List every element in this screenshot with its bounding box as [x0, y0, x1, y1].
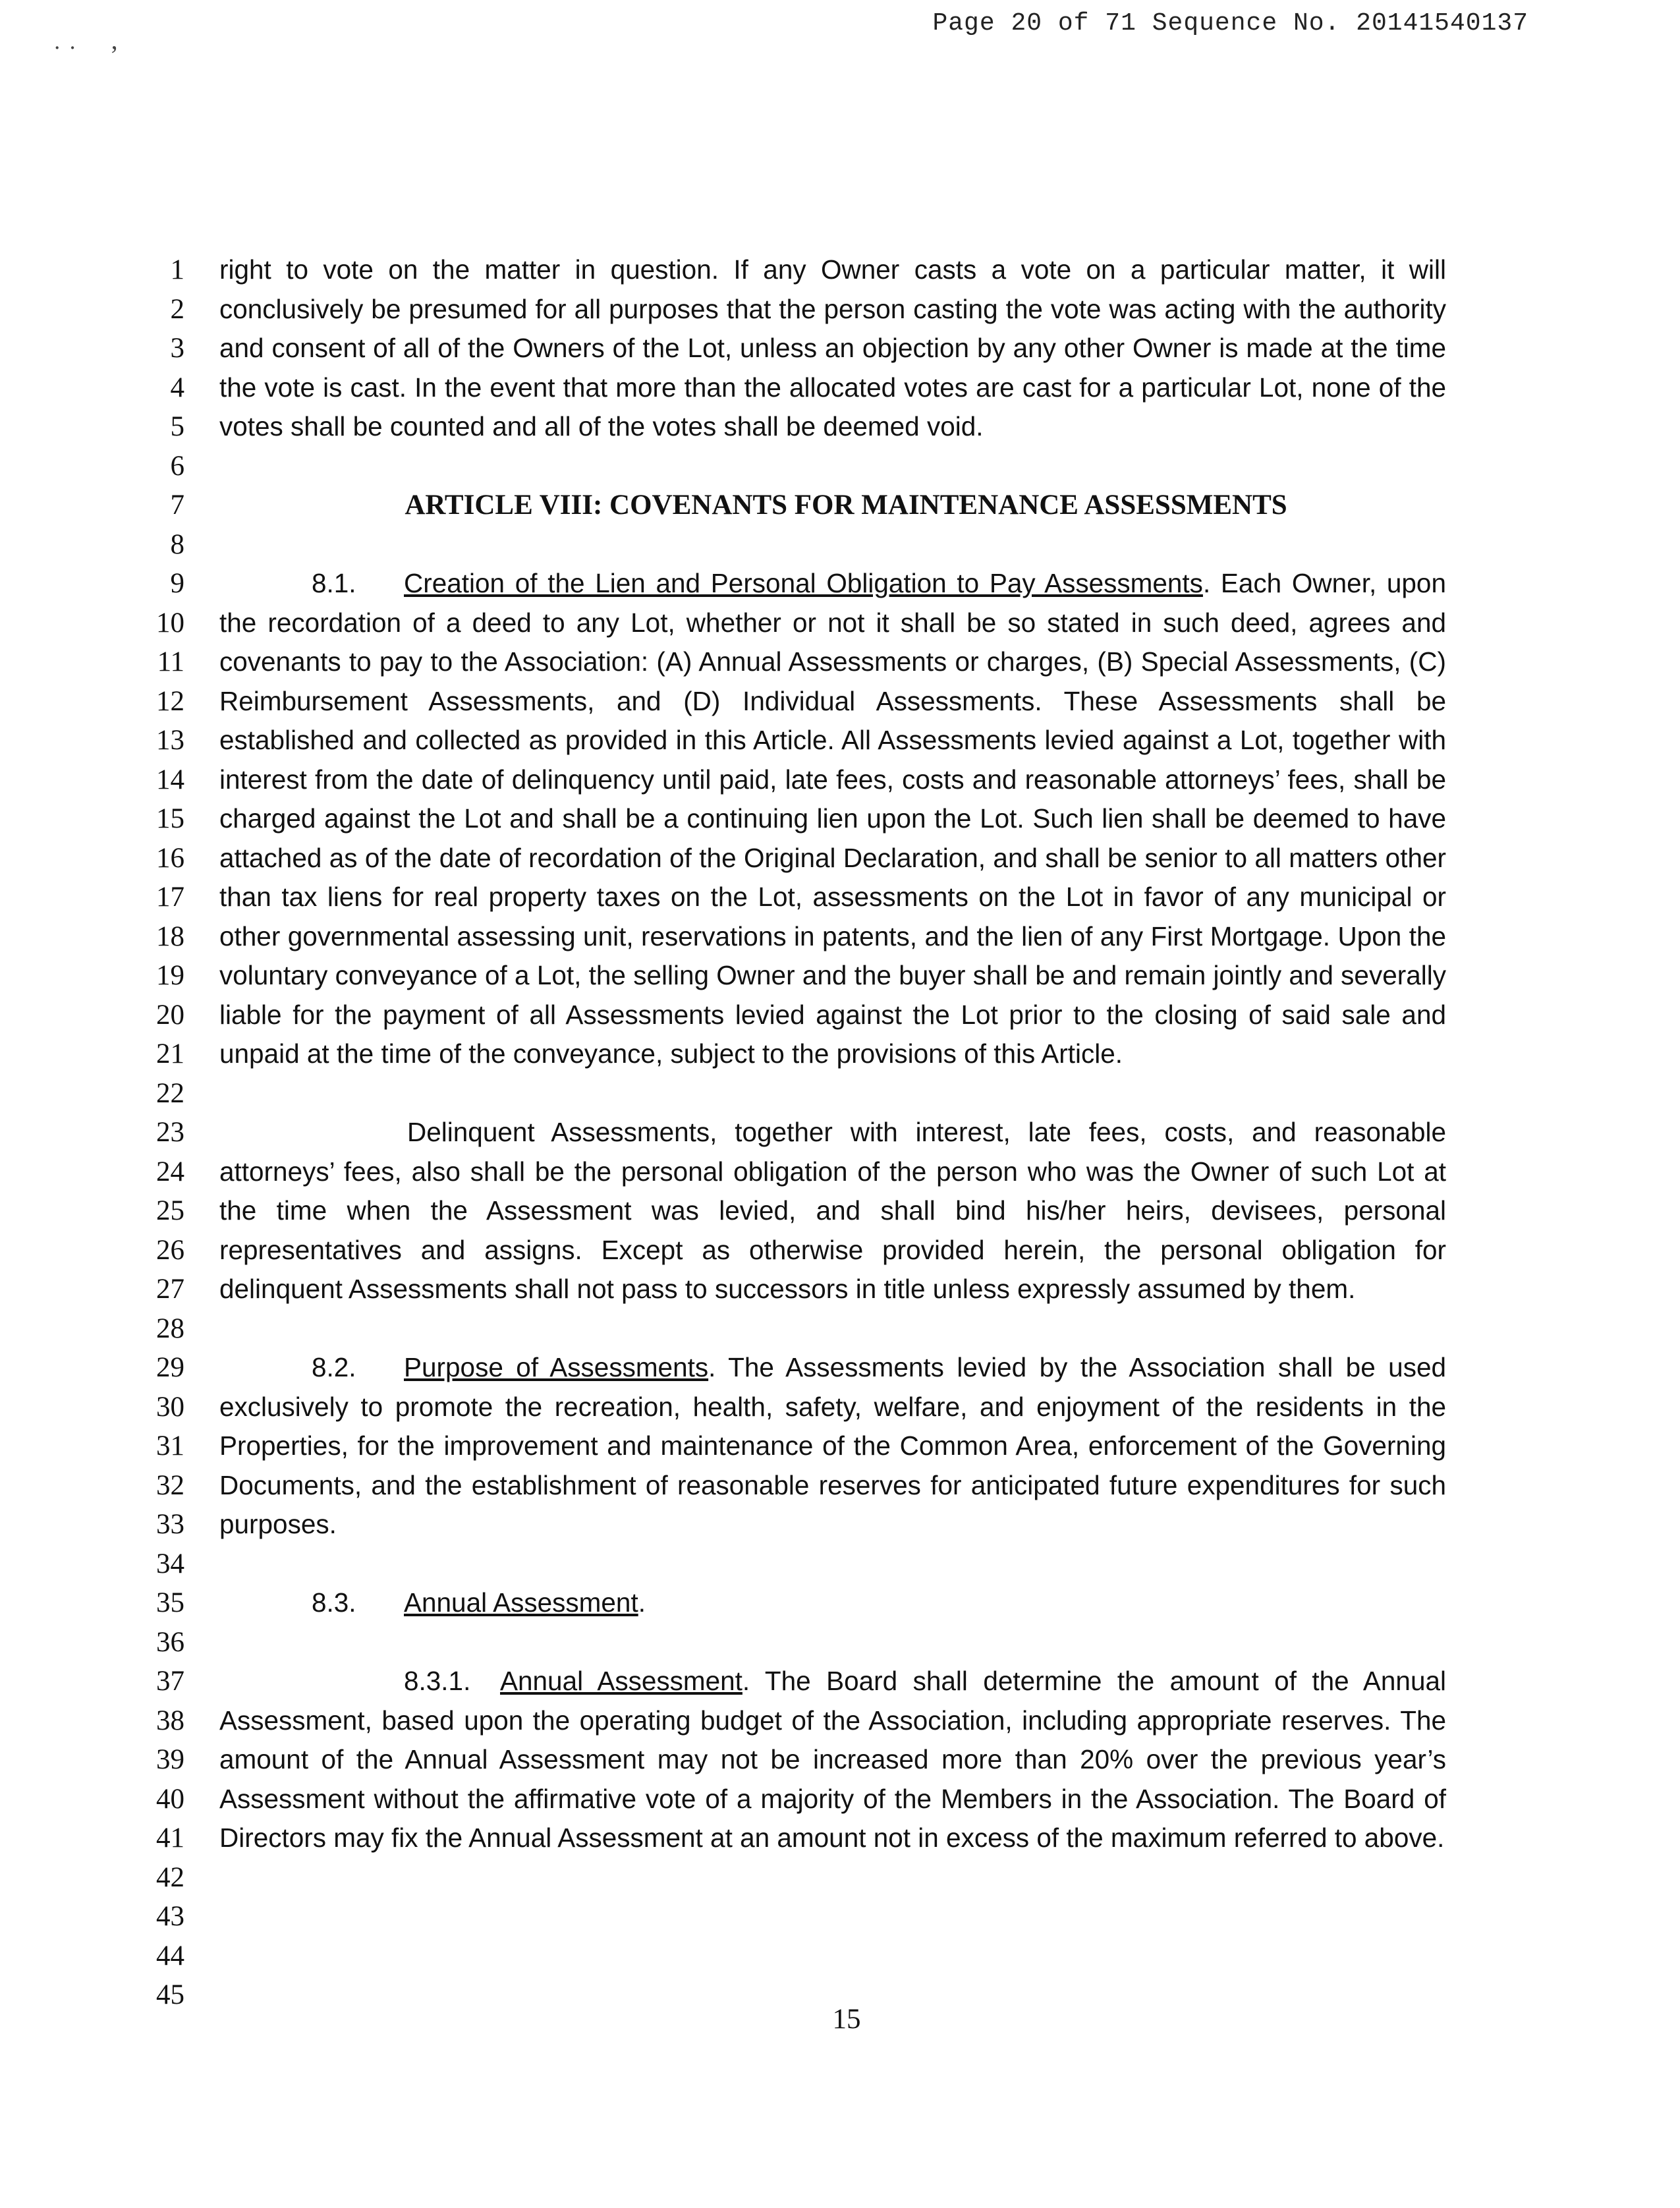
- section-text: . The Assessments levied by the Association shall be used exclusively to promote the recreation, health, safety, welfare, and enjoyment of the residents in the Properties, for the improvement and maintenance of the Common Area, enforcement of the Governing Documents, and the establishment of reasonable reserves for anticipated future expenditures for such purposes.: [219, 1352, 1447, 1539]
- line-number: 26: [156, 1234, 184, 1266]
- line-number: 20: [156, 999, 184, 1031]
- line-number: 27: [156, 1274, 184, 1305]
- paragraph-voting-continued: right to vote on the matter in question. If any Owner casts a vote on a particular matter, it will conclusively be presumed for all purposes that the person casting the vote was acting with the authority and consent of all of the Owners of the Lot, unless an objection by any other Owner is made at the time the vote is cast. In the event that more than the allocated votes are cast for a particular Lot, none of the votes shall be counted and all of the votes shall be deemed void.: [219, 254, 1446, 441]
- line-number: 15: [156, 803, 184, 834]
- section-8-2: [219, 1348, 1446, 1544]
- line-number: 10: [156, 607, 184, 638]
- page-sequence-stamp: Page 20 of 71 Sequence No. 20141540137: [932, 9, 1528, 38]
- line-number: 17: [156, 882, 184, 913]
- line-number: 11: [157, 646, 184, 677]
- section-8-3-1: [219, 1662, 1446, 1858]
- line-number: 28: [156, 1313, 184, 1344]
- page-number: 15: [832, 2004, 861, 2035]
- line-number-gutter: [125, 250, 184, 2015]
- section-number: 8.2.: [312, 1352, 356, 1382]
- section-number: 8.3.1.: [404, 1666, 471, 1696]
- line-number: 4: [170, 372, 184, 403]
- blank-line: [219, 1544, 1446, 1584]
- line-number: 29: [156, 1352, 184, 1383]
- line-number: 21: [156, 1038, 184, 1069]
- line-number: 34: [156, 1548, 184, 1579]
- section-title: Purpose of Assessments: [404, 1352, 709, 1382]
- section-title: Annual Assessment: [500, 1666, 742, 1696]
- line-number: 12: [156, 685, 184, 717]
- section-number: 8.3.: [312, 1587, 356, 1618]
- line-number: 7: [170, 490, 184, 521]
- section-number: 8.1.: [312, 568, 356, 598]
- line-number: 19: [156, 960, 184, 991]
- paragraph-delinquent-assessments: [219, 1113, 1446, 1309]
- section-period: .: [638, 1587, 646, 1618]
- line-number: 16: [156, 842, 184, 874]
- section-text: . Each Owner, upon the recordation of a deed to any Lot, whether or not it shall be so stated in such deed, agrees and covenants to pay to the Association: (A) Annual Assessments or charges, (B) Special Assessments, (C) Reimbursement Assessments, and (D) Individual Assessments. These Assessments shall be established and collected as provided in this Article. All Assessments levied against a Lot, together with interest from the date of delinquency until paid, late fees, costs and reasonable attorneys’ fees, shall be charged against the Lot and shall be a continuing lien upon the Lot. Such lien shall be deemed to have attached as of the date of recordation of the Original Declaration, and shall be senior to all matters other than tax liens for real property taxes on the Lot, assessments on the Lot in favor of any municipal or other governmental assessing unit, reservations in patents, and the lien of any First Mortgage. Upon the voluntary conveyance of a Lot, the selling Owner and the buyer shall be and remain jointly and severally liable for the payment of all Assessments levied against the Lot prior to the closing of said sale and unpaid at the time of the conveyance, subject to the provisions of this Article.: [219, 568, 1446, 1069]
- line-number: 36: [156, 1626, 184, 1658]
- line-number: 1: [170, 254, 184, 285]
- line-number: 3: [170, 333, 184, 364]
- blank-line: [219, 447, 1446, 486]
- line-number: 5: [170, 411, 184, 442]
- line-number: 35: [156, 1587, 184, 1618]
- section-text: . The Board shall determine the amount of the Annual Assessment, based upon the operating budget of the Association, including appropriate reserves. The amount of the Annual Assessment may not be increased more than 20% over the previous year’s Assessment without the affirmative vote of a majority of the Members in the Association. The Board of Directors may fix the Annual Assessment at an amount not in excess of the maximum referred to above.: [219, 1666, 1447, 1853]
- line-number: 45: [156, 1979, 184, 2010]
- blank-line: [219, 525, 1446, 565]
- line-number: 18: [156, 920, 184, 952]
- line-number: 33: [156, 1509, 184, 1540]
- line-number: 38: [156, 1705, 184, 1736]
- blank-line: [219, 1623, 1446, 1662]
- blank-line: [219, 1074, 1446, 1114]
- document-body: [219, 250, 1446, 1858]
- line-number: 30: [156, 1391, 184, 1423]
- scan-specks: ˙ ˙ ʼ: [53, 40, 119, 70]
- line-number: 43: [156, 1901, 184, 1932]
- line-number: 44: [156, 1940, 184, 1971]
- line-number: 40: [156, 1783, 184, 1815]
- line-number: 8: [170, 528, 184, 560]
- line-number: 14: [156, 764, 184, 795]
- line-number: 41: [156, 1823, 184, 1854]
- line-number: 42: [156, 1861, 184, 1893]
- article-heading: ARTICLE VIII: COVENANTS FOR MAINTENANCE ASSESSMENTS: [405, 490, 1287, 521]
- paragraph-text: Delinquent Assessments, together with interest, late fees, costs, and reasonable attorneys’ fees, also shall be the personal obligation of the person who was the Owner of such Lot at the time when the Assessment was levied, and shall bind his/her heirs, devisees, personal representatives and assigns. Except as otherwise provided herein, the personal obligation for delinquent Assessments shall not pass to successors in title unless expressly assumed by them.: [219, 1117, 1446, 1304]
- section-8-3: [219, 1583, 1446, 1623]
- line-number: 2: [170, 293, 184, 325]
- line-number: 24: [156, 1156, 184, 1187]
- line-number: 9: [170, 568, 184, 599]
- line-number: 25: [156, 1195, 184, 1226]
- line-number: 37: [156, 1666, 184, 1697]
- line-number: 23: [156, 1117, 184, 1148]
- section-8-1: [219, 564, 1446, 1074]
- blank-line: [219, 1309, 1446, 1349]
- section-title: Annual Assessment: [404, 1587, 638, 1618]
- line-number: 32: [156, 1469, 184, 1501]
- line-number: 13: [156, 725, 184, 756]
- line-number: 6: [170, 450, 184, 482]
- line-number: 22: [156, 1077, 184, 1109]
- line-number: 39: [156, 1744, 184, 1775]
- line-number: 31: [156, 1430, 184, 1461]
- section-title: Creation of the Lien and Personal Obligation to Pay Assessments: [404, 568, 1203, 598]
